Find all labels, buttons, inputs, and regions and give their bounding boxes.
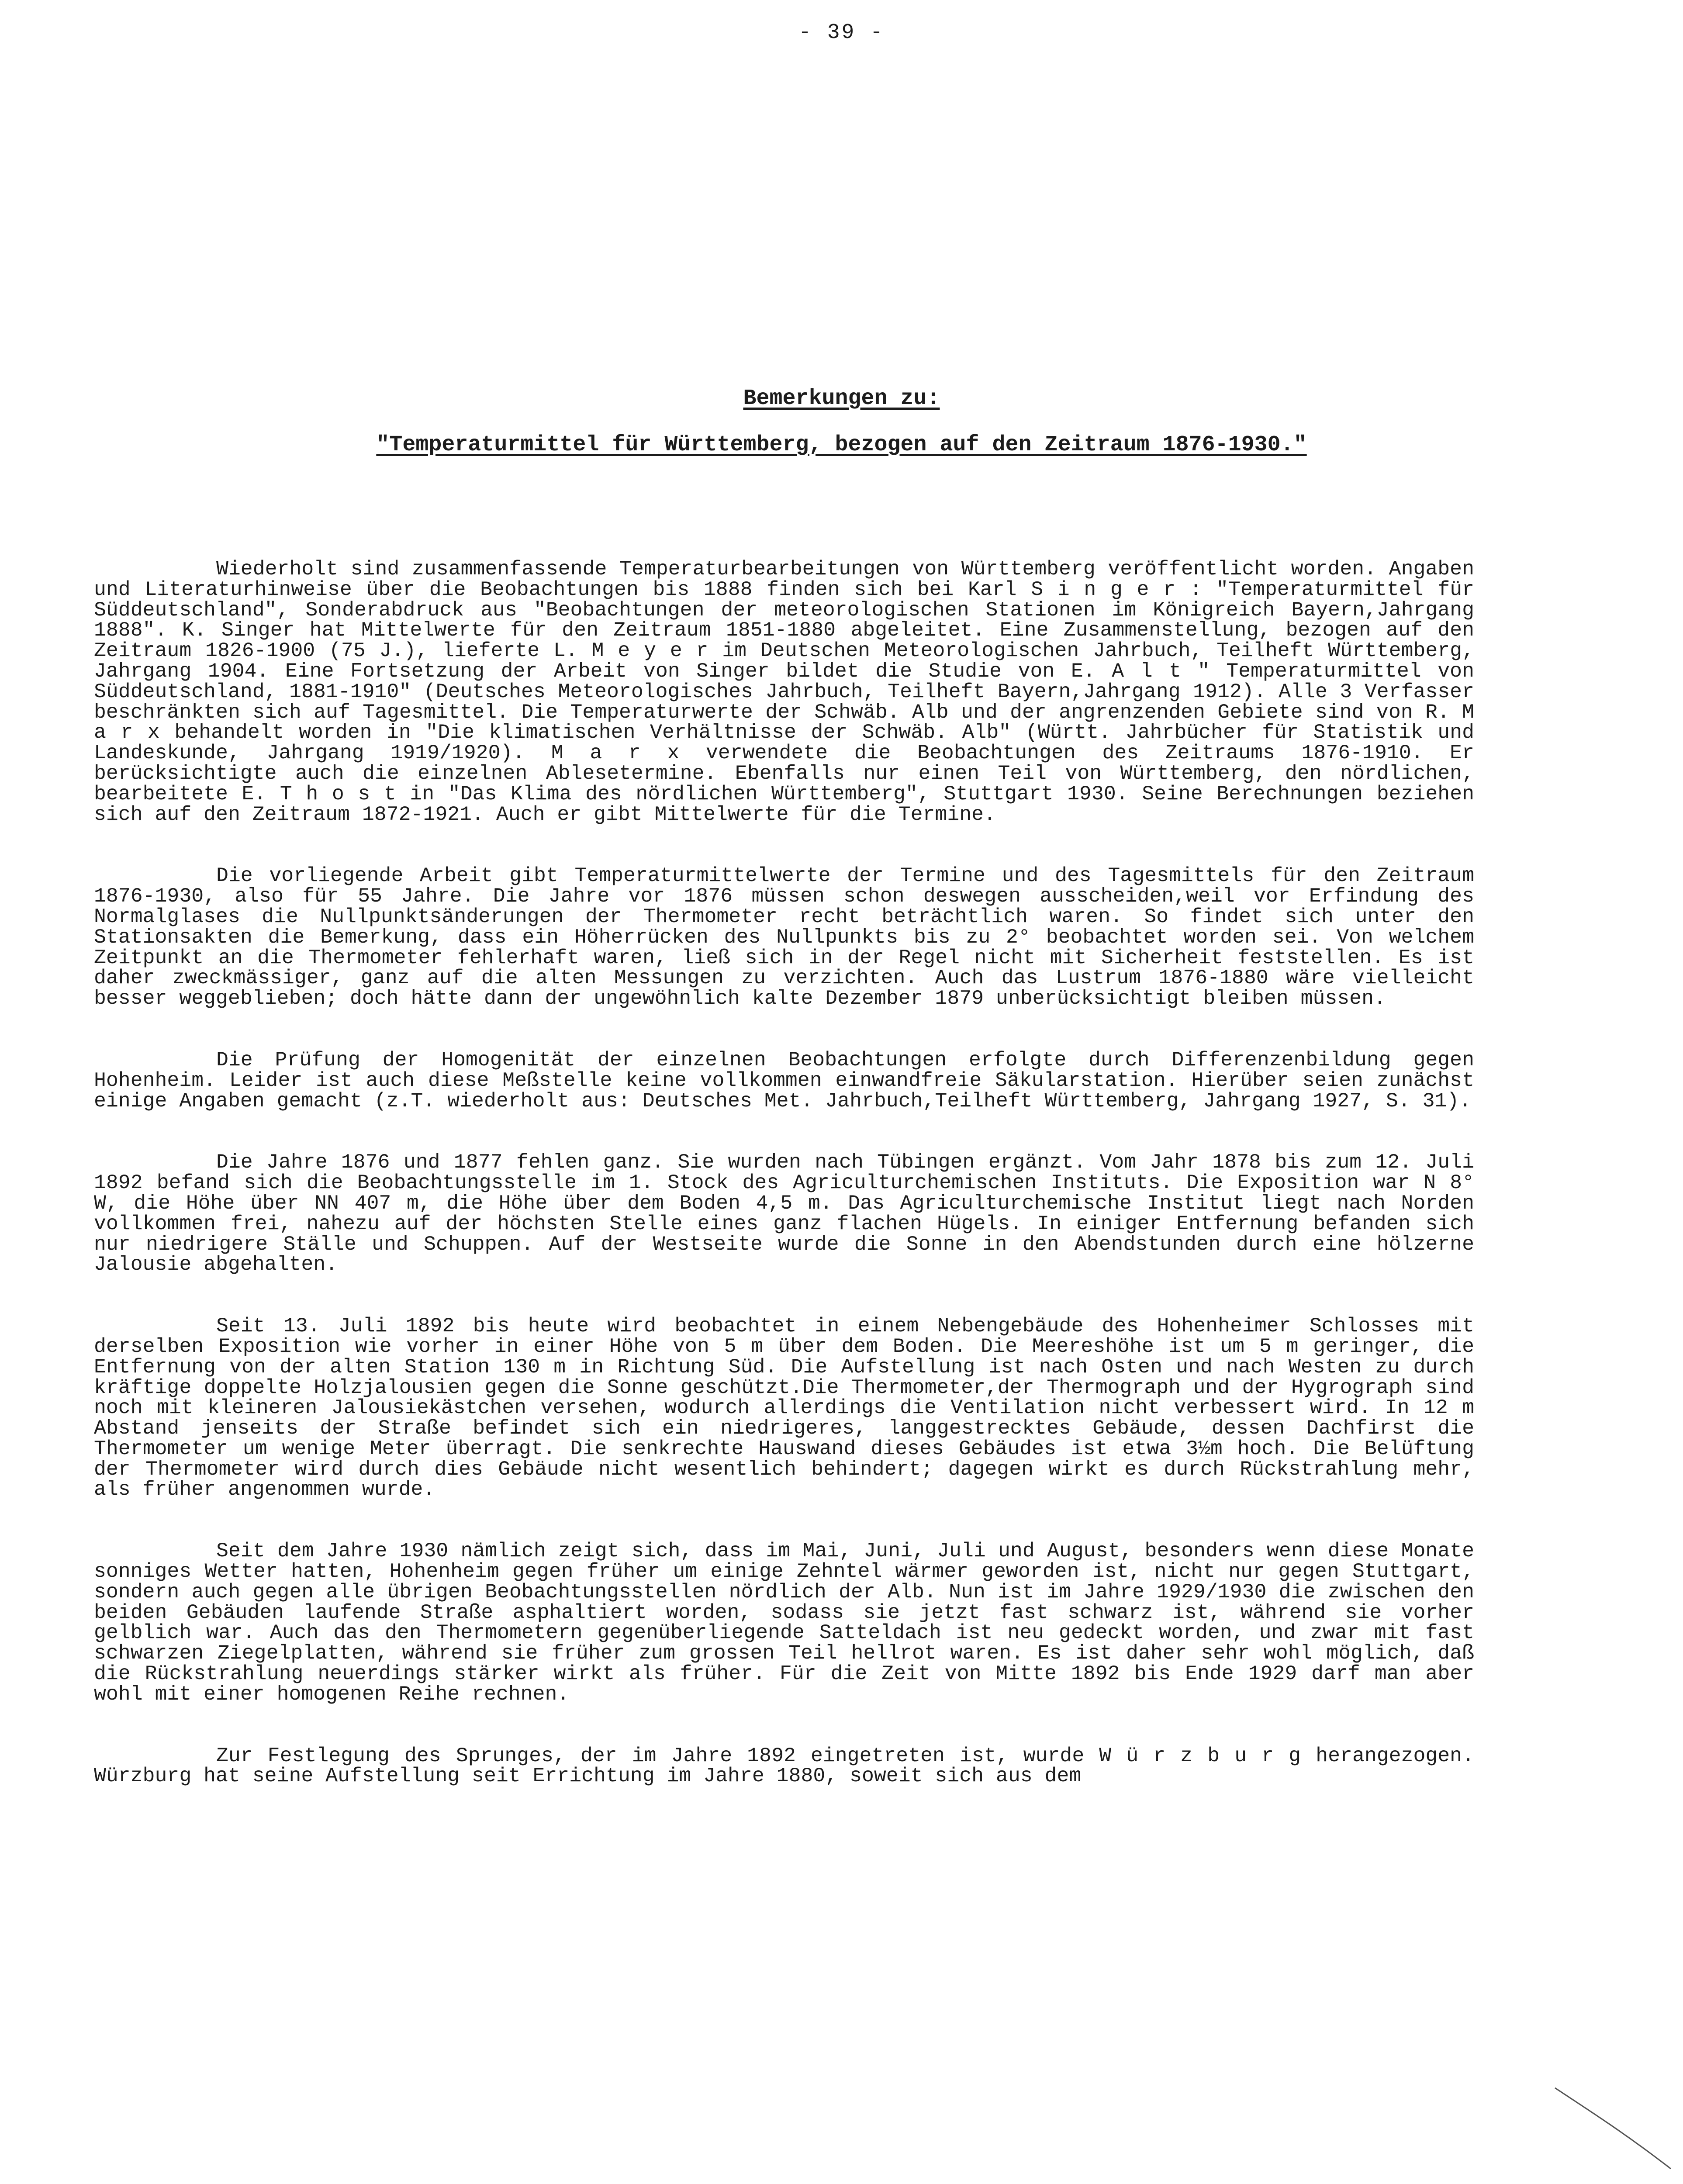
- paragraph-2: Die vorliegende Arbeit gibt Temperaturmittelwerte der Termine und des Tagesmittels für den Zeitraum 1876-1930, also für 55 Jahre. Die Jahre vor 1876 müssen schon deswegen ausscheiden,weil vor Erfindung des Normalglases die Nullpunktsänderungen der Thermometer recht beträchtlich waren. So findet sich unter den Stationsakten die Bemerkung, dass ein Höherrücken des Nullpunkts bis zu 2° beobachtet worden sei. Von welchem Zeitpunkt an die Thermometer fehlerhaft waren, ließ sich in der Regel nicht mit Sicherheit feststellen. Es ist daher zweckmässiger, ganz auf die alten Messungen zu verzichten. Auch das Lustrum 1876-1880 wäre vielleicht besser weggeblieben; doch hätte dann der ungewöhnlich kalte Dezember 1879 unberücksichtigt bleiben müssen.: [94, 864, 1474, 1010]
- paragraph-7: Zur Festlegung des Sprunges, der im Jahre 1892 eingetreten ist, wurde W ü r z b u r g herangezogen. Würzburg hat seine Aufstellung seit Errichtung im Jahre 1880, soweit sich aus dem: [94, 1744, 1474, 1788]
- pen-stroke-mark: [1553, 2084, 1675, 2171]
- paragraph-1: Wiederholt sind zusammenfassende Temperaturbearbeitungen von Württemberg veröffentlicht worden. Angaben und Literaturhinweise über die Beobachtungen bis 1888 finden sich bei Karl S i n g e r : "Temperaturmittel für Süddeutschland", Sonderabdruck aus "Beobachtungen der meteorologischen Stationen im Königreich Bayern,Jahrgang 1888". K. Singer hat Mittelwerte für den Zeitraum 1851-1880 abgeleitet. Eine Zusammenstellung, bezogen auf den Zeitraum 1826-1900 (75 J.), lieferte L. M e y e r im Deutschen Meteorologischen Jahrbuch, Teilheft Württemberg, Jahrgang 1904. Eine Fortsetzung der Arbeit von Singer bildet die Studie von E. A l t " Temperaturmittel von Süddeutschland, 1881-1910" (Deutsches Meteorologisches Jahrbuch, Teilheft Bayern,Jahrgang 1912). Alle 3 Verfasser beschränkten sich auf Tagesmittel. Die Temperaturwerte der Schwäb. Alb und der angrenzenden Gebiete sind von R. M a r x behandelt worden in "Die klimatischen Verhältnisse der Schwäb. Alb" (Württ. Jahrbücher für Statistik und Landeskunde, Jahrgang 1919/1920). M a r x verwendete die Beobachtungen des Zeitraums 1876-1910. Er berücksichtigte auch die einzelnen Ablesetermine. Ebenfalls nur einen Teil von Württemberg, den nördlichen, bearbeitete E. T h o s t in "Das Klima des nördlichen Württemberg", Stuttgart 1930. Seine Berechnungen beziehen sich auf den Zeitraum 1872-1921. Auch er gibt Mittelwerte für die Termine.: [94, 557, 1474, 826]
- paragraph-6: Seit dem Jahre 1930 nämlich zeigt sich, dass im Mai, Juni, Juli und August, besonders wenn diese Monate sonniges Wetter hatten, Hohenheim gegen früher um einige Zehntel wärmer geworden ist, nicht nur gegen Stuttgart, sondern auch gegen alle übrigen Beobachtungsstellen nördlich der Alb. Nun ist im Jahre 1929/1930 die zwischen den beiden Gebäuden laufende Straße asphaltiert worden, sodass sie jetzt fast schwarz ist, während sie vorher gelblich war. Auch das den Thermometern gegenüberliegende Satteldach ist neu gedeckt worden, und zwar mit fast schwarzen Ziegelplatten, während sie früher zum grossen Teil hellrot waren. Es ist daher sehr wohl möglich, daß die Rückstrahlung neuerdings stärker wirkt als früher. Für die Zeit von Mitte 1892 bis Ende 1929 darf man aber wohl mit einer homogenen Reihe rechnen.: [94, 1539, 1474, 1706]
- section-title: Bemerkungen zu:: [743, 386, 940, 411]
- section-subtitle: "Temperaturmittel für Württemberg, bezogen auf den Zeitraum 1876-1930.": [376, 432, 1307, 457]
- page-number: - 39 -: [798, 21, 885, 45]
- paragraph-5: Seit 13. Juli 1892 bis heute wird beobachtet in einem Nebengebäude des Hohenheimer Schlosses mit derselben Exposition wie vorher in einer Höhe von 5 m über dem Boden. Die Meereshöhe ist um 5 m geringer, die Entfernung von der alten Station 130 m in Richtung Süd. Die Aufstellung ist nach Osten und nach Westen zu durch kräftige doppelte Holzjalousien gegen die Sonne geschützt.Die Thermometer,der Thermograph und der Hygrograph sind noch mit kleineren Jalousiekästchen versehen, wodurch allerdings die Ventilation nicht verbessert wird. In 12 m Abstand jenseits der Straße befindet sich ein niedrigeres, langgestrecktes Gebäude, dessen Dachfirst die Thermometer um wenige Meter überragt. Die senkrechte Hauswand dieses Gebäudes ist etwa 3½m hoch. Die Belüftung der Thermometer wird durch dies Gebäude nicht wesentlich behindert; dagegen wirkt es durch Rückstrahlung mehr, als früher angenommen wurde.: [94, 1314, 1474, 1501]
- document-body: [94, 559, 1474, 1787]
- paragraph-4: Die Jahre 1876 und 1877 fehlen ganz. Sie wurden nach Tübingen ergänzt. Vom Jahr 1878 bis zum 12. Juli 1892 befand sich die Beobachtungsstelle im 1. Stock des Agriculturchemischen Instituts. Die Exposition war N 8° W, die Höhe über NN 407 m, die Höhe über dem Boden 4,5 m. Das Agriculturchemische Institut liegt nach Norden vollkommen frei, nahezu auf der höchsten Stelle eines ganz flachen Hügels. In einiger Entfernung befanden sich nur niedrigere Ställe und Schuppen. Auf der Westseite wurde die Sonne in den Abendstunden durch eine hölzerne Jalousie abgehalten.: [94, 1151, 1474, 1276]
- paragraph-3: Die Prüfung der Homogenität der einzelnen Beobachtungen erfolgte durch Differenzenbildung gegen Hohenheim. Leider ist auch diese Meßstelle keine vollkommen einwandfreie Säkularstation. Hierüber seien zunächst einige Angaben gemacht (z.T. wiederholt aus: Deutsches Met. Jahrbuch,Teilheft Württemberg, Jahrgang 1927, S. 31).: [94, 1048, 1474, 1113]
